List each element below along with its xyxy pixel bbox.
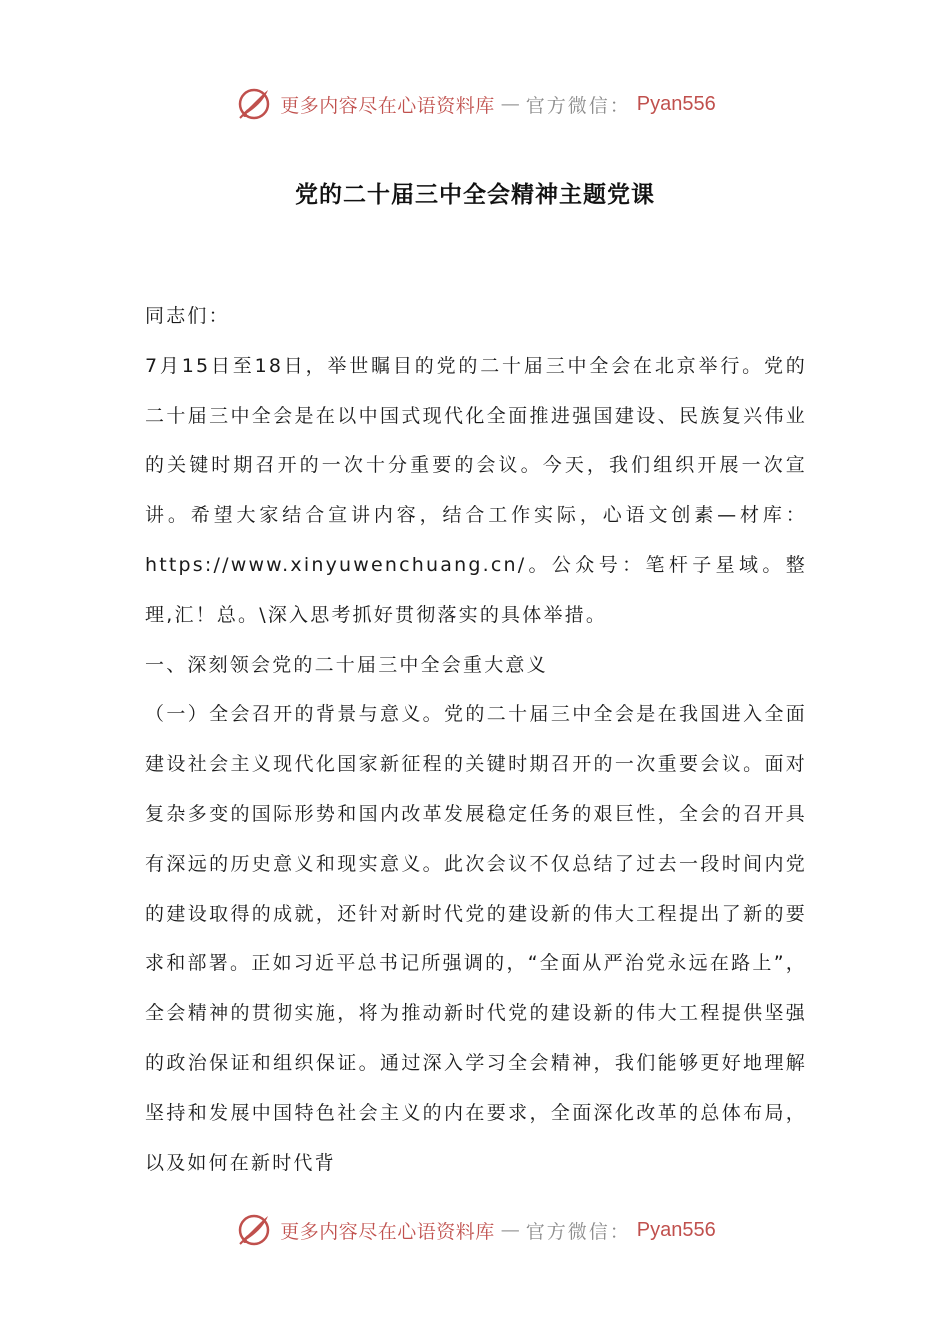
document-body [145, 292, 807, 1188]
feather-pen-logo-icon [234, 1210, 274, 1250]
banner-wechat-id: Pyan556 [636, 92, 716, 115]
banner-brand-text: 更多内容尽在心语资料库 [280, 1220, 495, 1243]
banner-official-label: 官方微信： [525, 94, 631, 117]
banner-official-label: 官方微信： [525, 1220, 631, 1243]
header-watermark-banner [0, 84, 950, 124]
banner-separator: — [500, 1219, 520, 1241]
feather-pen-logo-icon [234, 84, 274, 124]
body-paragraph: （一）全会召开的背景与意义。党的二十届三中全会是在我国进入全面建设社会主义现代化国家新征程的关键时期召开的一次重要会议。面对复杂多变的国际形势和国内改革发展稳定任务的艰巨性，全会的召开具有深远的历史意义和现实意义。此次会议不仅总结了过去一段时间内党的建设取得的成就，还针对新时代党的建设新的伟大工程提出了新的要求和部署。正如习近平总书记所强调的，“全面从严治党永远在路上”，全会精神的贯彻实施，将为推动新时代党的建设新的伟大工程提供坚强的政治保证和组织保证。通过深入学习全会精神，我们能够更好地理解坚持和发展中国特色社会主义的内在要求，全面深化改革的总体布局，以及如何在新时代背 [145, 703, 807, 1174]
banner-separator: — [500, 93, 520, 115]
banner-wechat-id: Pyan556 [636, 1218, 716, 1241]
intro-paragraph: 7月15日至18日，举世瞩目的党的二十届三中全会在北京举行。党的二十届三中全会是在以中国式现代化全面推进强国建设、民族复兴伟业的关键时期召开的一次十分重要的会议。今天，我们组织开展一次宣讲。希望大家结合宣讲内容，结合工作实际，心语文创素—材库：https://www.xinyuwenchuang.cn/。公众号：笔杆子星域。整理,汇！总。\深入思考抓好贯彻落实的具体举措。 [145, 354, 807, 626]
footer-watermark-banner [0, 1210, 950, 1250]
banner-brand-text: 更多内容尽在心语资料库 [280, 94, 495, 117]
section-heading: 一、深刻领会党的二十届三中全会重大意义 [145, 653, 548, 676]
document-title: 党的二十届三中全会精神主题党课 [295, 182, 655, 208]
salutation-paragraph: 同志们： [145, 305, 230, 327]
